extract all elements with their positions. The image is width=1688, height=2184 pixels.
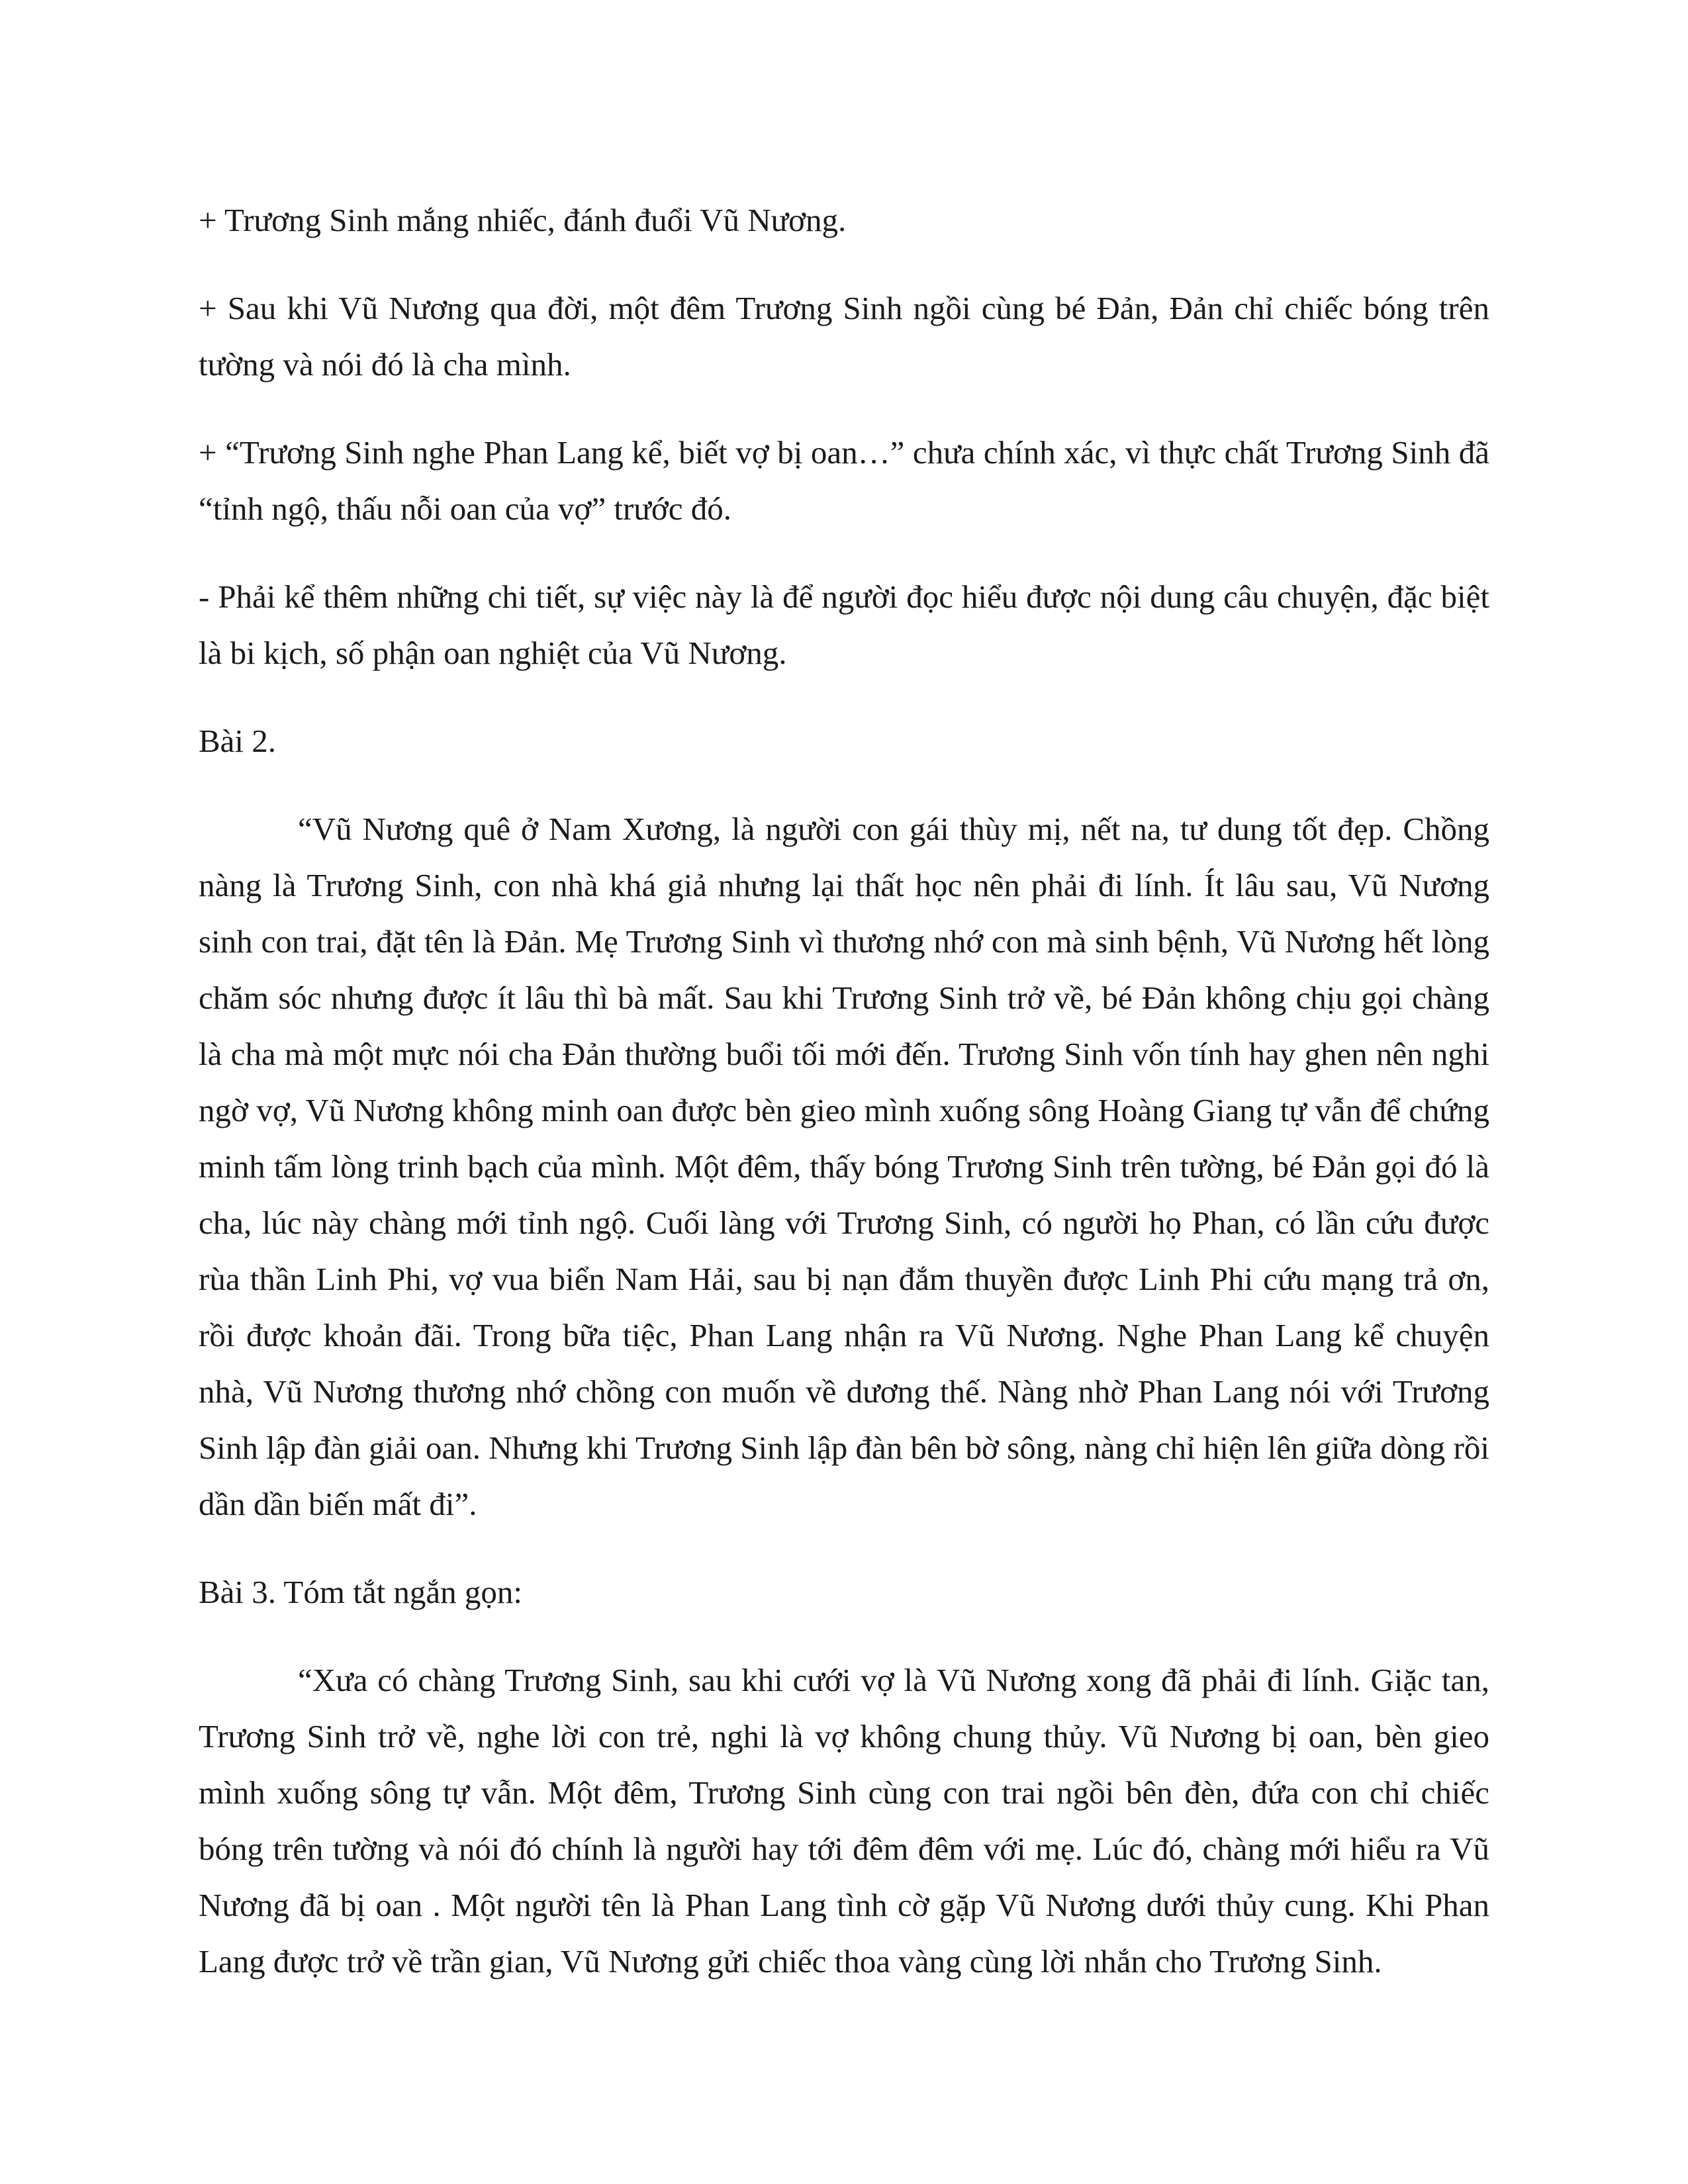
paragraph-summary-bai-3: “Xưa có chàng Trương Sinh, sau khi cưới vợ là Vũ Nương xong đã phải đi lính. Giặc tan, Trương Sinh trở về, nghe lời con trẻ, nghi là vợ không chung thủy. Vũ Nương bị oan, bèn gieo mình xuống sông tự vẫn. Một đêm, Trương Sinh cùng con trai ngồi bên đèn, đứa con chỉ chiếc bóng trên tường và nói đó chính là người hay tới đêm đêm với mẹ. Lúc đó, chàng mới hiểu ra Vũ Nương đã bị oan . Một người tên là Phan Lang tình cờ gặp Vũ Nương dưới thủy cung. Khi Phan Lang được trở về trần gian, Vũ Nương gửi chiếc thoa vàng cùng lời nhắn cho Trương Sinh. [199,1662,1489,1979]
paragraph-correction: + “Trương Sinh nghe Phan Lang kể, biết vợ bị oan…” chưa chính xác, vì thực chất Trương Sinh đã “tỉnh ngộ, thấu nỗi oan của vợ” trước đó. [199,434,1489,527]
paragraph-scolding: + Trương Sinh mắng nhiếc, đánh đuổi Vũ Nương. [199,202,847,238]
paragraph-explanation: - Phải kể thêm những chi tiết, sự việc này là để người đọc hiểu được nội dung câu chuyện, đặc biệt là bi kịch, số phận oan nghiệt của Vũ Nương. [199,578,1489,671]
document-page [199,192,1489,2021]
heading-bai-3: Bài 3. Tóm tắt ngắn gọn: [199,1574,523,1610]
paragraph-summary-bai-2: “Vũ Nương quê ở Nam Xương, là người con gái thùy mị, nết na, tư dung tốt đẹp. Chồng nàng là Trương Sinh, con nhà khá giả nhưng lại thất học nên phải đi lính. Ít lâu sau, Vũ Nương sinh con trai, đặt tên là Đản. Mẹ Trương Sinh vì thương nhớ con mà sinh bệnh, Vũ Nương hết lòng chăm sóc nhưng được ít lâu thì bà mất. Sau khi Trương Sinh trở về, bé Đản không chịu gọi chàng là cha mà một mực nói cha Đản thường buổi tối mới đến. Trương Sinh vốn tính hay ghen nên nghi ngờ vợ, Vũ Nương không minh oan được bèn gieo mình xuống sông Hoàng Giang tự vẫn để chứng minh tấm lòng trinh bạch của mình. Một đêm, thấy bóng Trương Sinh trên tường, bé Đản gọi đó là cha, lúc này chàng mới tỉnh ngộ. Cuối làng với Trương Sinh, có người họ Phan, có lần cứu được rùa thần Linh Phi, vợ vua biển Nam Hải, sau bị nạn đắm thuyền được Linh Phi cứu mạng trả ơn, rồi được khoản đãi. Trong bữa tiệc, Phan Lang nhận ra Vũ Nương. Nghe Phan Lang kể chuyện nhà, Vũ Nương thương nhớ chồng con muốn về dương thế. Nàng nhờ Phan Lang nói với Trương Sinh lập đàn giải oan. Nhưng khi Trương Sinh lập đàn bên bờ sông, nàng chỉ hiện lên giữa dòng rồi dần dần biến mất đi”. [199,811,1489,1522]
paragraph-shadow-detail: + Sau khi Vũ Nương qua đời, một đêm Trương Sinh ngồi cùng bé Đản, Đản chỉ chiếc bóng trên tường và nói đó là cha mình. [199,290,1489,383]
heading-bai-2: Bài 2. [199,723,277,759]
